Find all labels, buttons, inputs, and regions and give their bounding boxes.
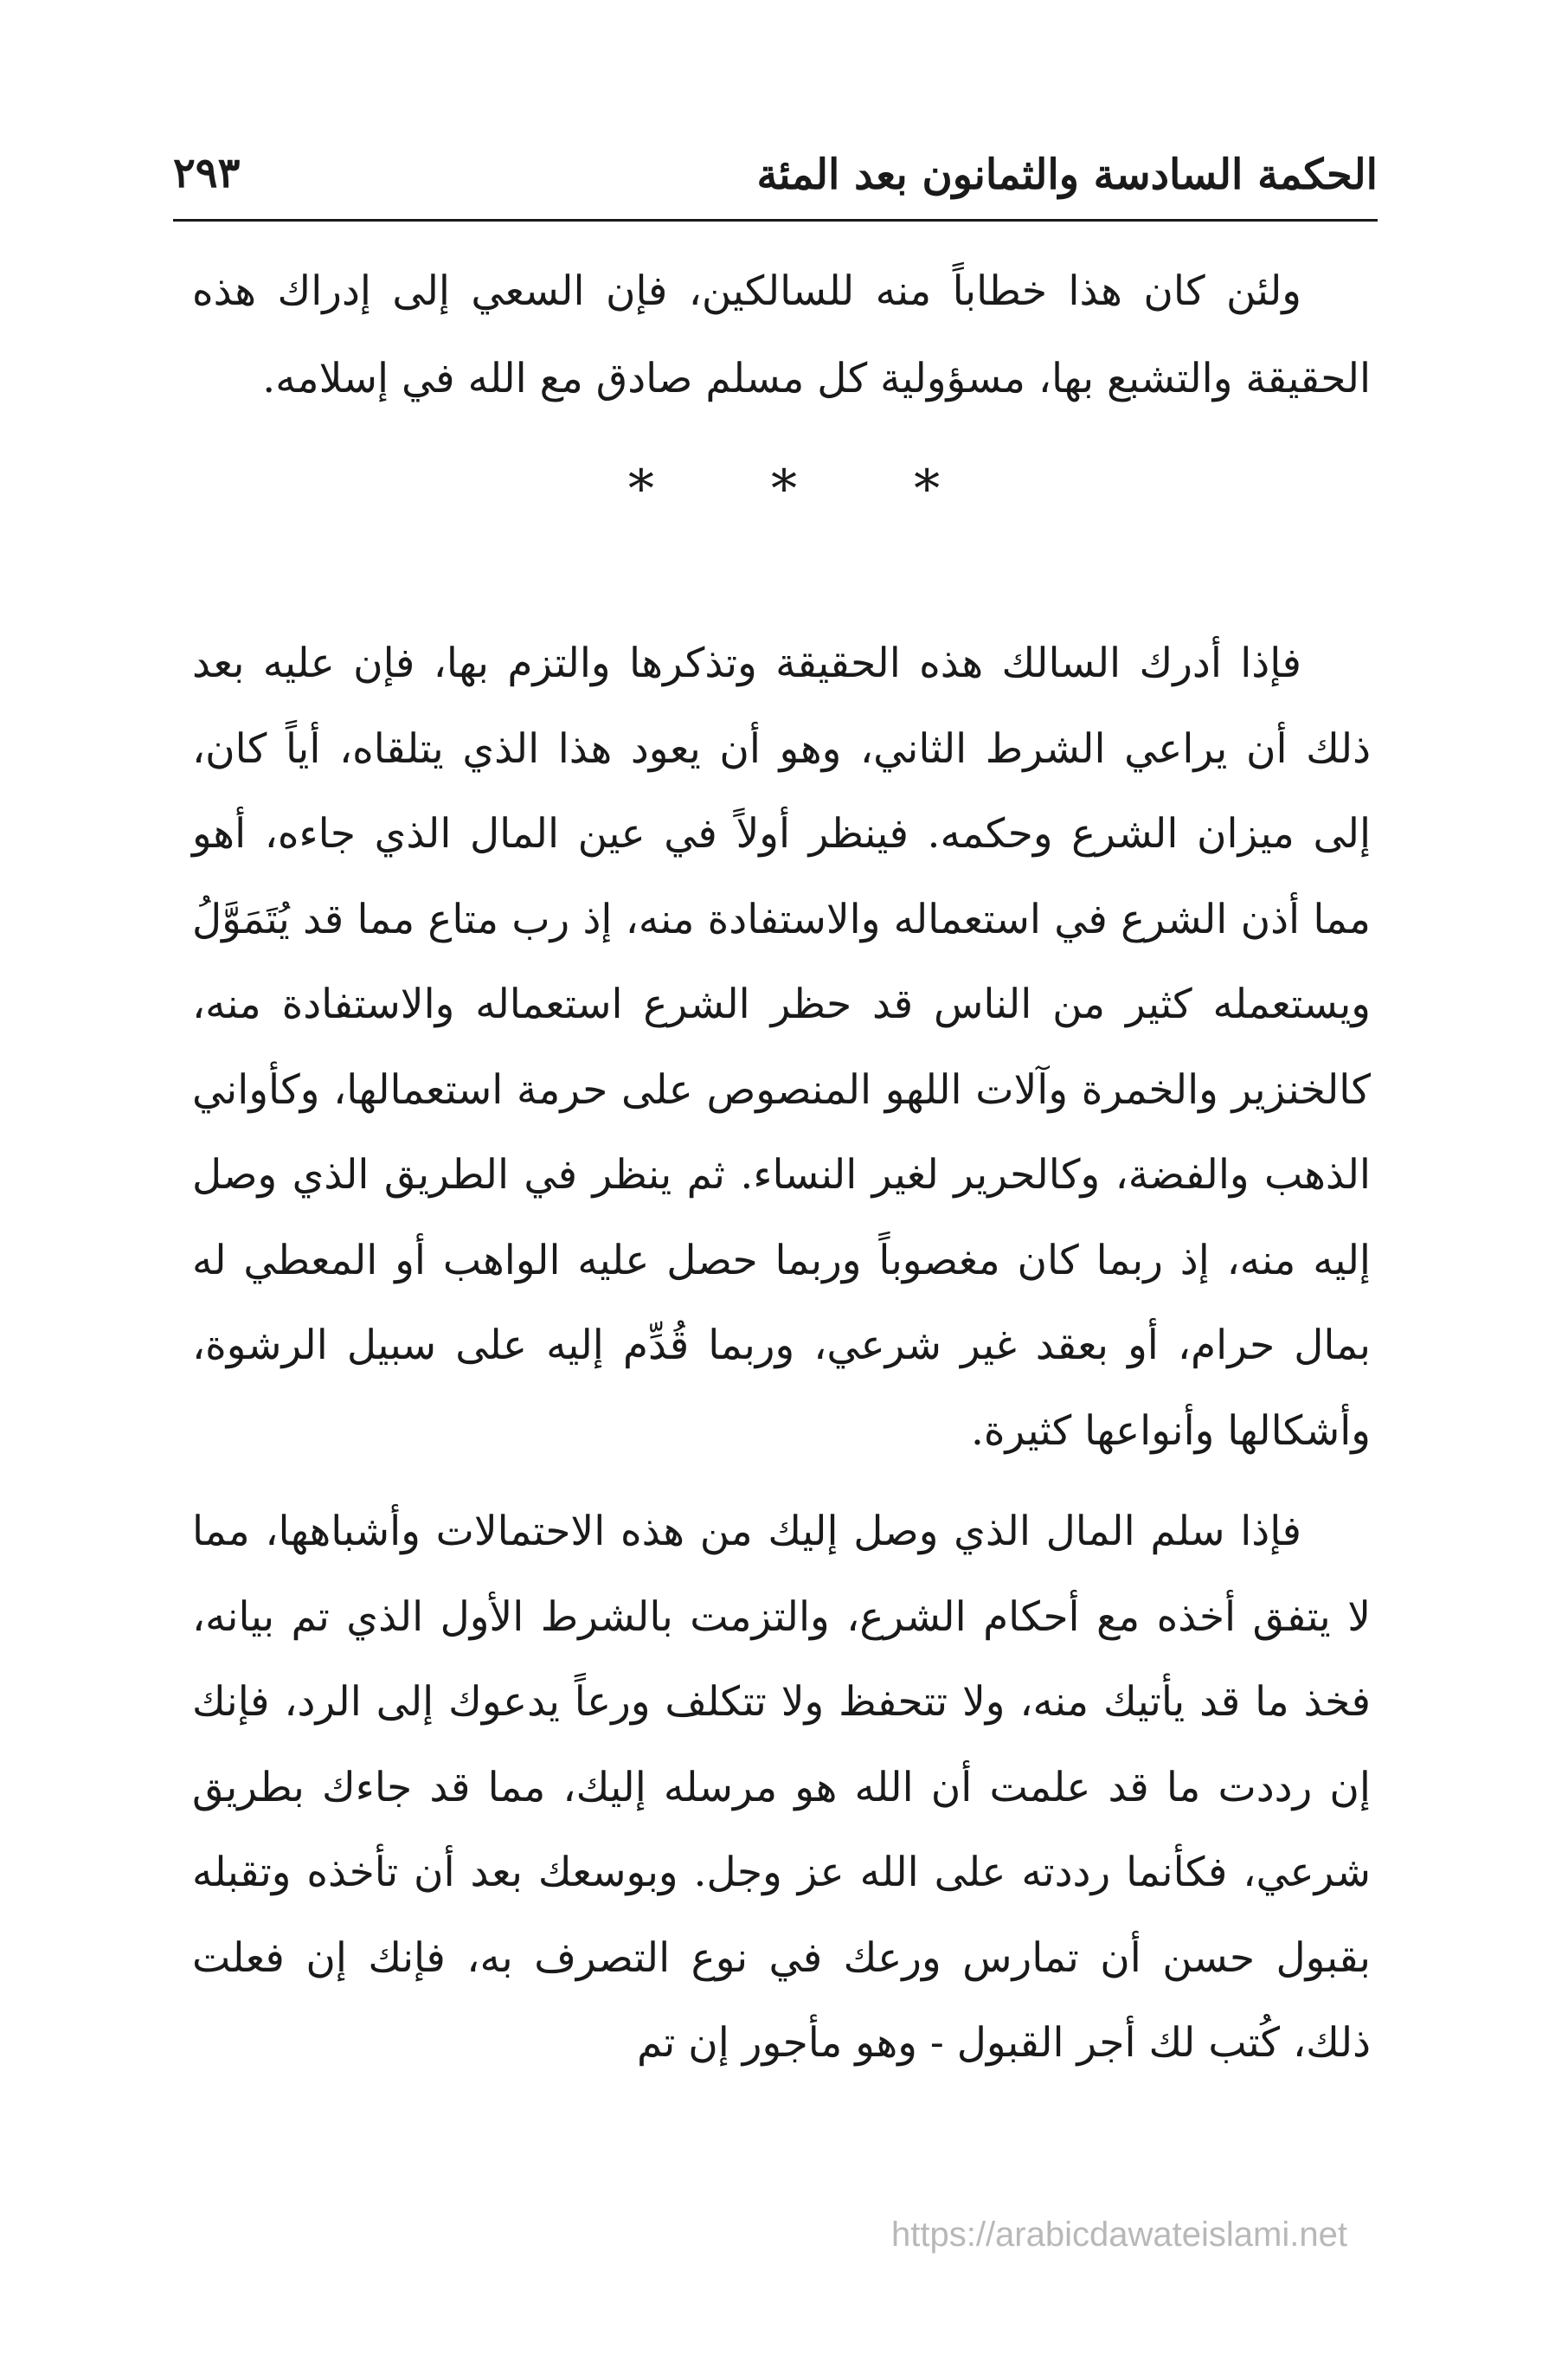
running-title: الحكمة السادسة والثمانون بعد المئة	[756, 151, 1378, 199]
paragraph: فإذا أدرك السالك هذه الحقيقة وتذكرها والتزم بها، فإن عليه بعد ذلك أن يراعي الشرط الثاني، وهو أن يعود هذا الذي يتلقاه، أياً كان، إلى ميزان الشرع وحكمه. فينظر أولاً في عين المال الذي جاءه، أهو مما أذن الشرع في استعماله والاستفادة منه، إذ رب متاع مما قد يُتَمَوَّلُ ويستعمله كثير من الناس قد حظر الشرع استعماله والاستفادة منه، كالخنزير والخمرة وآلات اللهو المنصوص على حرمة استعمالها، وكأواني الذهب والفضة، وكالحرير لغير النساء. ثم ينظر في الطريق الذي وصل إليه منه، إذ ربما كان مغصوباً وربما حصل عليه الواهب أو المعطي له بمال حرام، أو بعقد غير شرعي، وربما قُدِّم إليه على سبيل الرشوة، وأشكالها وأنواعها كثيرة.	[192, 640, 1371, 1455]
page-header	[173, 145, 1378, 215]
separator-asterisk: *	[914, 459, 941, 519]
paragraph: فإذا سلم المال الذي وصل إليك من هذه الاحتمالات وأشباهها، مما لا يتفق أخذه مع أحكام الشرع، والتزمت بالشرط الأول الذي تم بيانه، فخذ ما قد يأتيك منه، ولا تتحفظ ولا تتكلف ورعاً يدعوك إلى الرد، فإنك إن رددت ما قد علمت أن الله هو مرسله إليك، مما قد جاءك بطريق شرعي، فكأنما رددته على الله عز وجل. وبوسعك بعد أن تأخذه وتقبله بقبول حسن أن تمارس ورعك في نوع التصرف به، فإنك إن فعلت ذلك، كُتب لك أجر القبول - وهو مأجور إن تم	[192, 1508, 1371, 2067]
section-separator	[0, 459, 1568, 519]
main-text-block	[192, 621, 1371, 2102]
separator-asterisk: *	[771, 459, 797, 519]
page-number: ٢٩٣	[173, 149, 241, 197]
header-rule	[173, 219, 1378, 222]
separator-asterisk: *	[627, 459, 654, 519]
paragraph: ولئن كان هذا خطاباً منه للسالكين، فإن السعي إلى إدراك هذه الحقيقة والتشبع بها، مسؤولية كل مسلم صادق مع الله في إسلامه.	[192, 267, 1371, 402]
source-watermark: https://arabicdawateislami.net	[891, 2216, 1347, 2254]
opening-paragraph-block	[192, 248, 1371, 422]
